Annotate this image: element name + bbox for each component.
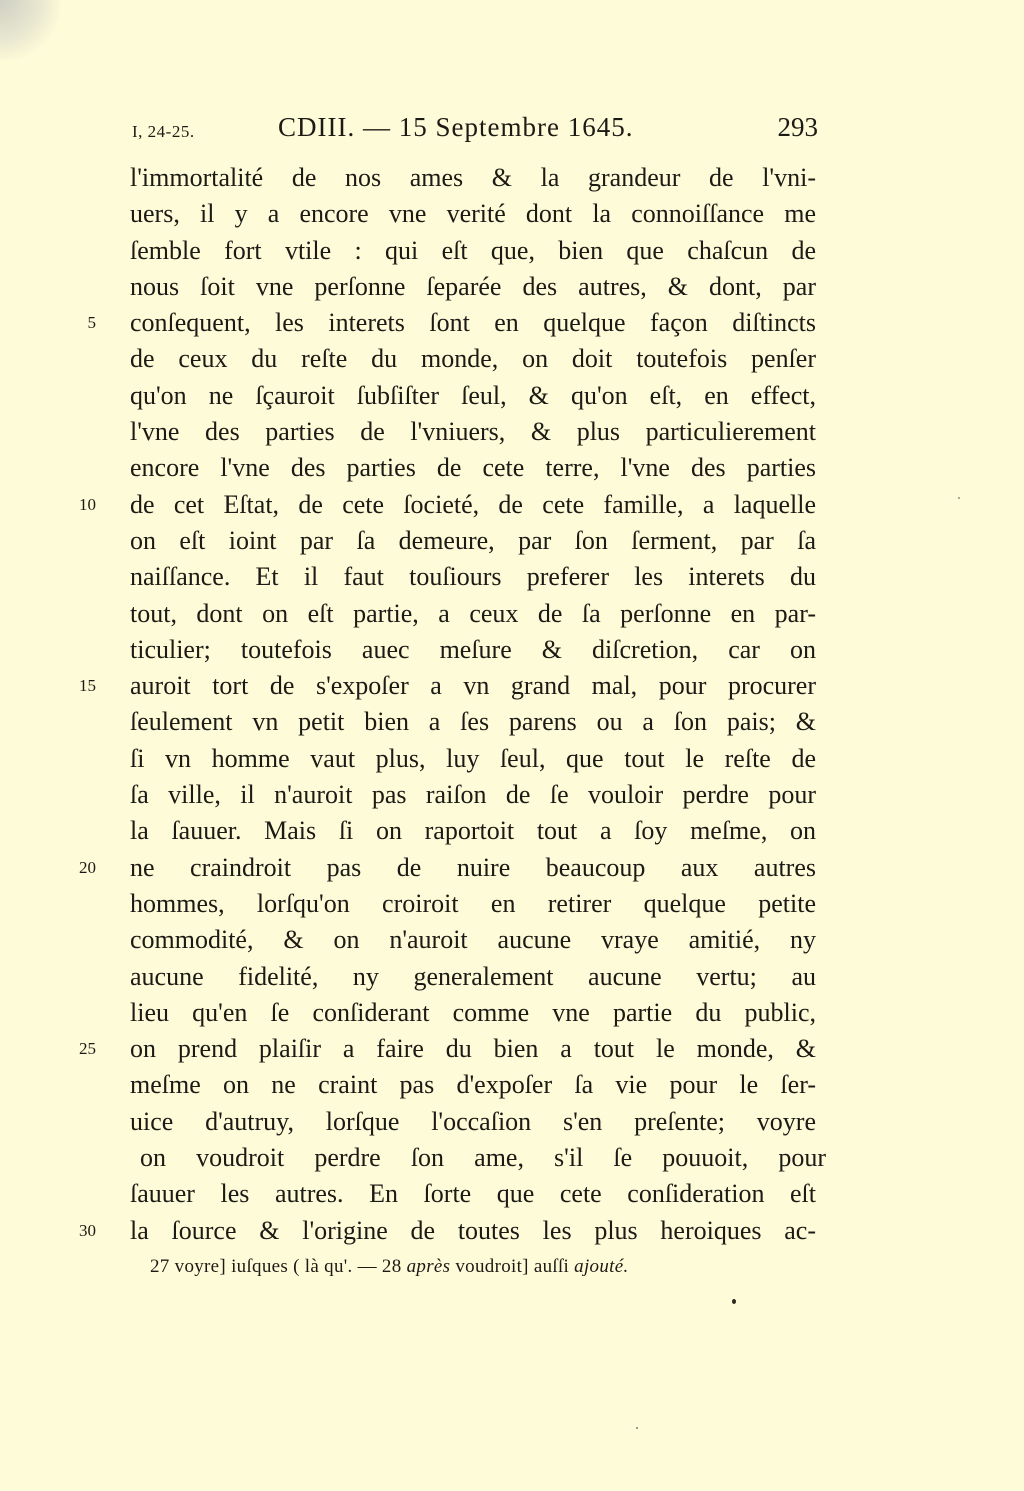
line-text: uers, il y a encore vne verité dont la connoiſſance me — [130, 199, 816, 229]
line-text: ne craindroit pas de nuire beaucoup aux autres — [130, 852, 816, 882]
line-text: ticulier; toutefois auec meſure & diſcretion, car on — [130, 634, 816, 664]
text-line — [130, 196, 816, 232]
text-line — [130, 559, 816, 595]
text-line — [130, 523, 816, 559]
line-text: la ſource & l'origine de toutes les plus heroiques ac- — [130, 1215, 816, 1245]
text-line — [130, 704, 816, 740]
text-line — [130, 1176, 816, 1212]
line-text: tout, dont on eſt partie, a ceux de ſa perſonne en par- — [130, 598, 816, 628]
line-text: l'immortalité de nos ames & la grandeur de l'vni- — [130, 163, 816, 192]
text-line — [79, 850, 816, 886]
text-line — [130, 269, 816, 305]
line-number: 5 — [87, 313, 96, 333]
line-text: nous ſoit vne perſonne ſeparée des autres, & dont, par — [130, 271, 816, 301]
line-text: meſme on ne craint pas d'expoſer ſa vie pour le ſer- — [130, 1070, 816, 1100]
line-text: naiſſance. Et il faut touſiours preferer les interets du — [130, 562, 816, 592]
ink-speck — [958, 497, 960, 499]
text-line — [130, 995, 816, 1031]
ink-speck — [732, 1299, 736, 1304]
line-text: uice d'autruy, lorſque l'occaſion s'en preſente; voyre — [130, 1106, 816, 1136]
scan-corner-shadow — [0, 0, 60, 60]
line-text: on voudroit perdre ſon ame, s'il ſe pouuoit, pour — [140, 1143, 826, 1173]
body-text — [79, 160, 826, 1249]
line-text: lieu qu'en ſe conſiderant comme vne partie du public, — [130, 997, 816, 1027]
footnote-ajoute: ajouté. — [574, 1256, 629, 1277]
text-line — [130, 160, 816, 196]
line-text: conſequent, les interets ſont en quelque façon diſtincts — [130, 308, 816, 338]
text-line — [130, 886, 816, 922]
line-number: 30 — [79, 1220, 96, 1240]
footnote-part-2: voudroit] auſſi — [450, 1256, 575, 1277]
line-number: 25 — [79, 1039, 96, 1059]
line-text: on prend plaiſir a faire du bien a tout le monde, & — [130, 1034, 816, 1064]
text-line — [130, 233, 816, 269]
line-number: 10 — [79, 494, 96, 514]
text-line — [130, 1104, 816, 1140]
line-text: on eſt ioint par ſa demeure, par ſon ſerment, par ſa — [130, 525, 816, 555]
letter-heading: CDIII. — 15 Septembre 1645. — [278, 112, 634, 142]
footnote — [150, 1256, 629, 1278]
line-text: aucune fidelité, ny generalement aucune vertu; au — [130, 961, 816, 991]
line-number: 20 — [79, 857, 96, 877]
text-line — [130, 1067, 816, 1103]
text-line — [130, 378, 816, 414]
line-text: auroit tort de s'expoſer a vn grand mal, pour procurer — [130, 671, 816, 701]
line-text: ſeulement vn petit bien a ſes parens ou a ſon pais; & — [130, 707, 816, 737]
footnote-part-1: 27 voyre] iuſques ( là qu'. — 28 — [150, 1256, 407, 1277]
text-line — [130, 414, 816, 450]
text-line — [79, 487, 816, 523]
line-text: ſi vn homme vaut plus, luy ſeul, que tout le reſte de — [130, 743, 816, 773]
text-line — [130, 777, 816, 813]
text-line — [130, 813, 816, 849]
text-line — [130, 959, 816, 995]
line-text: hommes, lorſqu'on croiroit en retirer quelque petite — [130, 888, 816, 918]
text-line — [79, 1213, 816, 1249]
text-line — [130, 922, 816, 958]
line-text: encore l'vne des parties de cete terre, l'vne des parties — [130, 453, 816, 483]
line-number: 15 — [79, 676, 96, 696]
line-text: commodité, & on n'auroit aucune vraye amitié, ny — [130, 925, 816, 955]
text-line — [87, 305, 816, 341]
line-text: ſemble fort vtile : qui eſt que, bien que chaſcun de — [130, 235, 816, 265]
line-text: l'vne des parties de l'vniuers, & plus particulierement — [130, 417, 816, 447]
line-text: de ceux du reſte du monde, on doit toutefois penſer — [130, 344, 816, 374]
text-line — [130, 341, 816, 377]
text-line — [130, 596, 816, 632]
text-line — [130, 450, 816, 486]
line-text: de cet Eſtat, de cete ſocieté, de cete famille, a laquelle — [130, 489, 816, 519]
line-text: qu'on ne ſçauroit ſubſiſter ſeul, & qu'on eſt, en effect, — [130, 380, 816, 410]
page-number: 293 — [777, 112, 818, 142]
line-text: la ſauuer. Mais ſi on raportoit tout a ſoy meſme, on — [130, 816, 816, 846]
text-line — [130, 741, 816, 777]
text-line — [130, 632, 816, 668]
text-line — [79, 668, 816, 704]
ink-speck — [636, 1427, 638, 1429]
text-line — [79, 1031, 816, 1067]
line-text: ſauuer les autres. En ſorte que cete conſideration eſt — [130, 1179, 816, 1209]
line-text: ſa ville, il n'auroit pas raiſon de ſe vouloir perdre pour — [130, 780, 816, 810]
text-line — [130, 1140, 826, 1176]
running-head — [128, 112, 818, 152]
footnote-apres: après — [406, 1256, 451, 1277]
volume-reference: I, 24-25. — [132, 122, 195, 141]
